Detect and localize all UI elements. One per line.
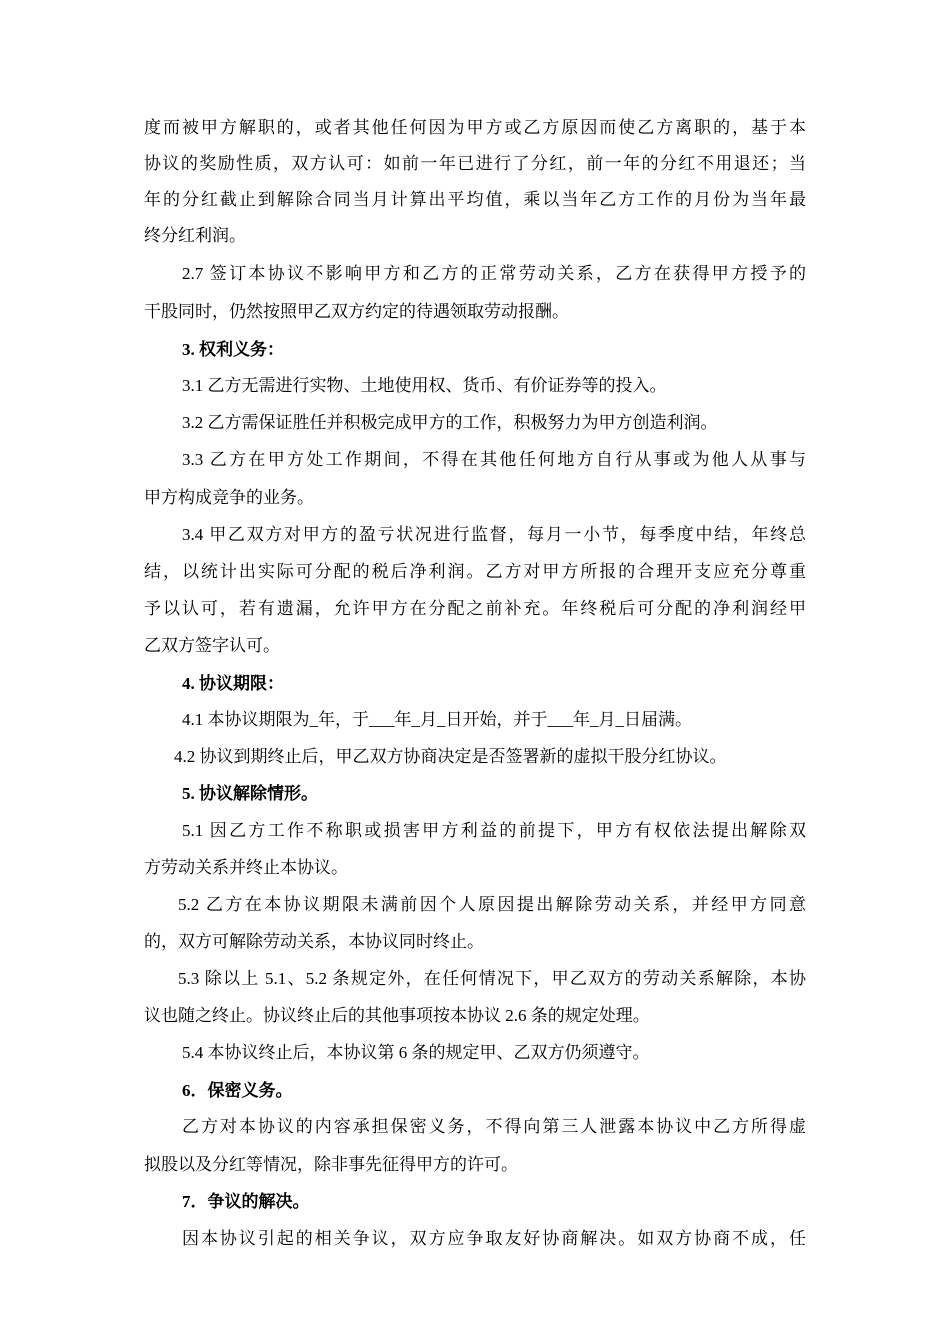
paragraph-line: 干股同时，仍然按照甲乙双方约定的待遇领取劳动报酬。 <box>144 302 569 321</box>
paragraph-line: 终分红利润。 <box>144 226 246 245</box>
paragraph-line: 度而被甲方解职的，或者其他任何因为甲方或乙方原因而使乙方离职的，基于本 <box>144 118 806 137</box>
paragraph-line: 方劳动关系并终止本协议。 <box>144 858 348 877</box>
paragraph-line: 4.1 本协议期限为_年，于___年_月_日开始，并于___年_月_日届满。 <box>182 710 692 729</box>
paragraph-line: 5.1 因乙方工作不称职或损害甲方利益的前提下，甲方有权依法提出解除双 <box>182 821 806 840</box>
paragraph-line: 5.4 本协议终止后，本协议第 6 条的规定甲、乙双方仍须遵守。 <box>182 1043 650 1062</box>
paragraph-line: 2.7 签订本协议不影响甲方和乙方的正常劳动关系，乙方在获得甲方授予的 <box>182 264 806 283</box>
paragraph-line: 的，双方可解除劳动关系，本协议同时终止。 <box>144 932 484 951</box>
paragraph-line: 甲方构成竞争的业务。 <box>144 488 314 507</box>
section-heading: 6．保密义务。 <box>182 1081 293 1100</box>
paragraph-line: 拟股以及分红等情况，除非事先征得甲方的许可。 <box>144 1155 518 1174</box>
section-heading: 3. 权利义务： <box>182 340 284 359</box>
paragraph-line: 3.1 乙方无需进行实物、土地使用权、货币、有价证券等的投入。 <box>182 376 667 395</box>
paragraph-line: 乙双方签字认可。 <box>144 636 280 655</box>
paragraph-line: 结，以统计出实际可分配的税后净利润。乙方对甲方所报的合理开支应充分尊重 <box>144 562 806 581</box>
paragraph-line: 予以认可，若有遗漏，允许甲方在分配之前补充。年终税后可分配的净利润经甲 <box>144 599 806 618</box>
paragraph-line: 3.4 甲乙双方对甲方的盈亏状况进行监督，每月一小节，每季度中结，年终总 <box>182 525 806 544</box>
paragraph-line: 议也随之终止。协议终止后的其他事项按本协议 2.6 条的规定处理。 <box>144 1006 650 1025</box>
paragraph-line: 年的分红截止到解除合同当月计算出平均值，乘以当年乙方工作的月份为当年最 <box>144 190 806 209</box>
paragraph-line: 4.2 协议到期终止后，甲乙双方协商决定是否签署新的虚拟干股分红协议。 <box>174 747 727 766</box>
paragraph-line: 5.2 乙方在本协议期限未满前因个人原因提出解除劳动关系，并经甲方同意 <box>178 895 806 914</box>
paragraph-line: 3.3 乙方在甲方处工作期间，不得在其他任何地方自行从事或为他人从事与 <box>182 450 806 469</box>
section-heading: 4. 协议期限： <box>182 674 284 693</box>
paragraph-line: 协议的奖励性质，双方认可：如前一年已进行了分红，前一年的分红不用退还；当 <box>144 154 806 173</box>
section-heading: 7．争议的解决。 <box>182 1192 310 1211</box>
paragraph-line: 3.2 乙方需保证胜任并积极完成甲方的工作，积极努力为甲方创造利润。 <box>182 413 718 432</box>
paragraph-line: 5.3 除以上 5.1、5.2 条规定外，在任何情况下，甲乙双方的劳动关系解除，本协 <box>178 969 806 988</box>
section-heading: 5. 协议解除情形。 <box>182 784 318 803</box>
paragraph-line: 因本协议引起的相关争议，双方应争取友好协商解决。如双方协商不成，任 <box>182 1229 806 1248</box>
paragraph-line: 乙方对本协议的内容承担保密义务，不得向第三人泄露本协议中乙方所得虚 <box>182 1117 806 1136</box>
